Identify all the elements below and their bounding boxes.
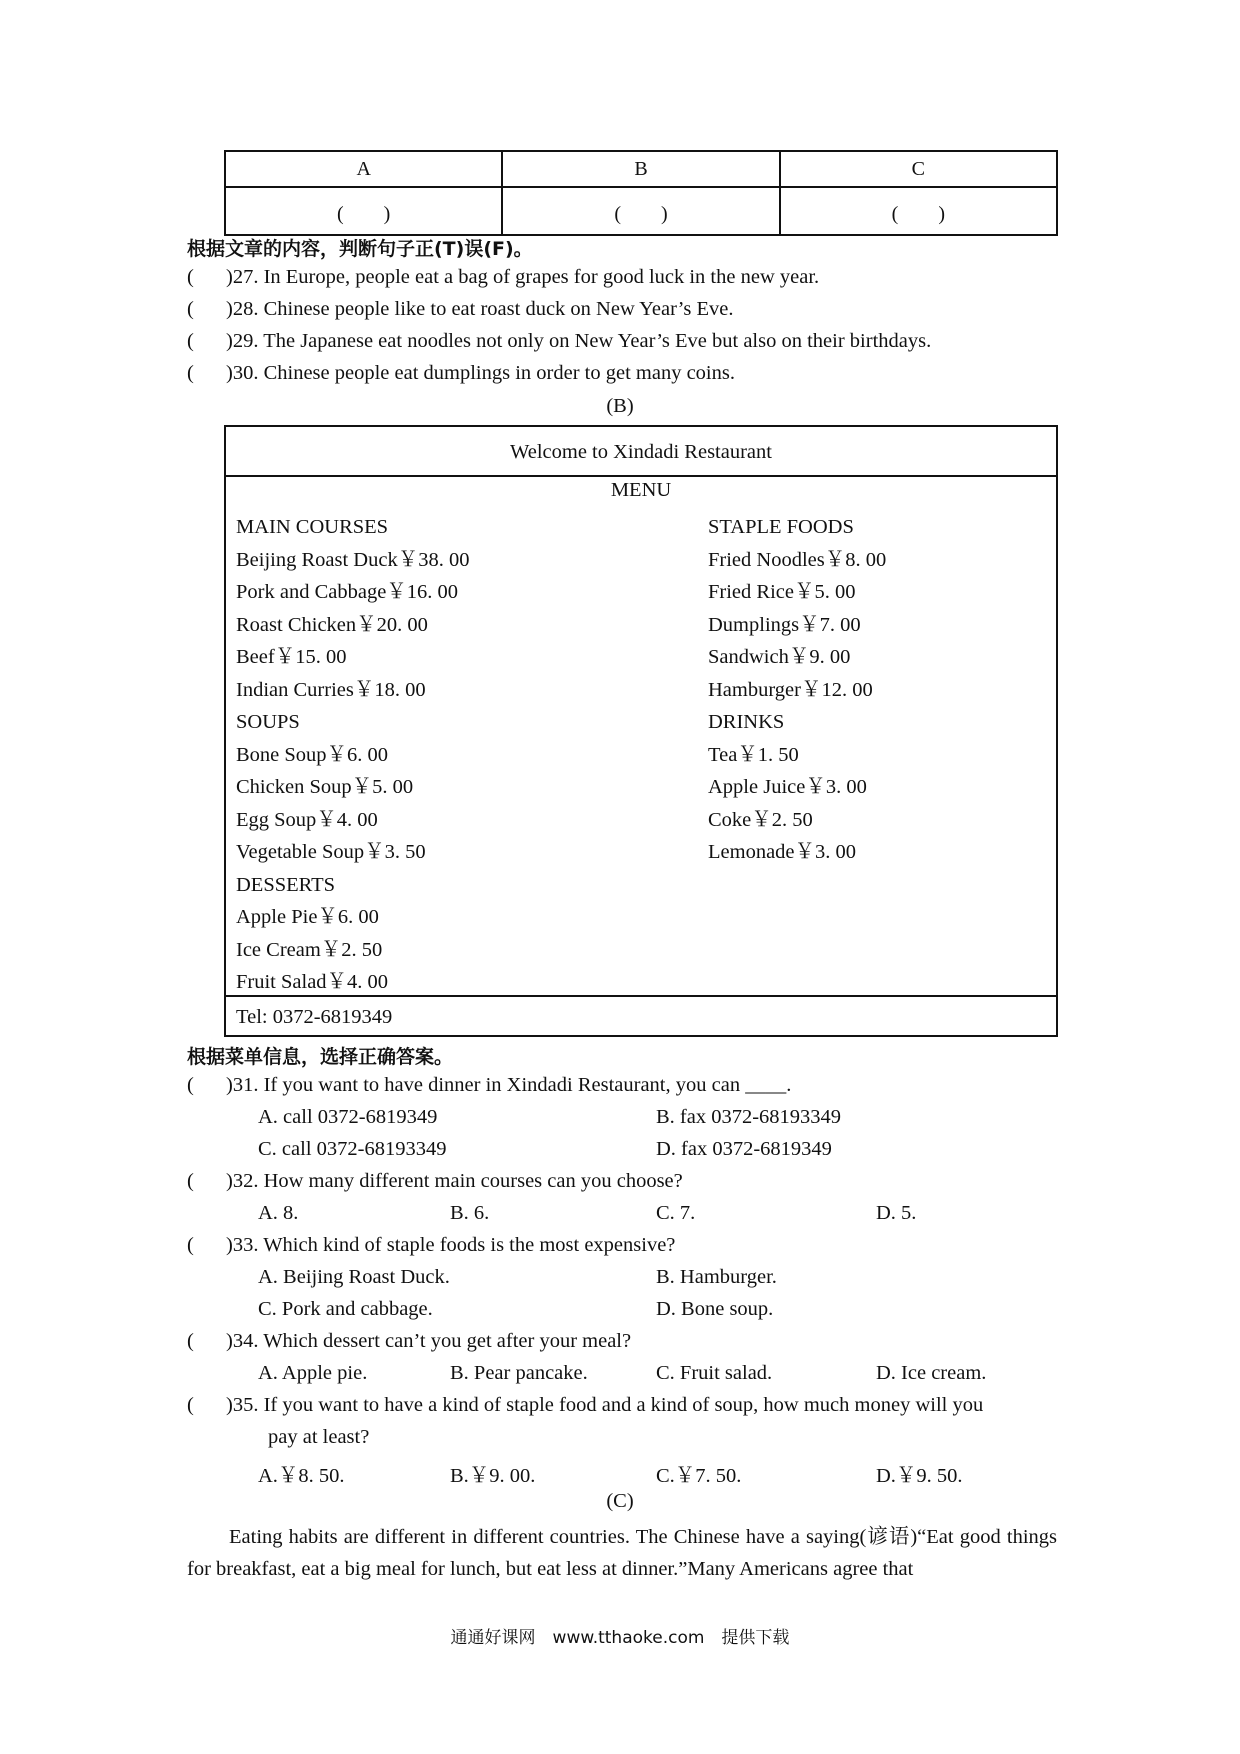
answer-blank-b: ( ): [502, 187, 779, 235]
option-c: C.￥7. 50.: [656, 1465, 742, 1487]
question-35-continuation: pay at least?: [268, 1426, 370, 1448]
page-footer: 通通好课网 www.tthaoke.com 提供下载: [450, 1628, 790, 1648]
question-paren: (: [187, 1074, 194, 1096]
menu-item: Vegetable Soup￥3. 50: [236, 841, 426, 863]
menu-item: Fruit Salad￥4. 00: [236, 971, 389, 993]
menu-item: Sandwich￥9. 00: [708, 646, 851, 668]
option-a: A. Beijing Roast Duck.: [258, 1266, 450, 1288]
menu-tel: Tel: 0372-6819349: [226, 995, 1056, 1037]
question-paren: (: [187, 1234, 194, 1256]
question-paren: (: [187, 1170, 194, 1192]
option-c: C. Pork and cabbage.: [258, 1298, 433, 1320]
menu-heading-desserts: DESSERTS: [236, 873, 336, 896]
menu-item: Roast Chicken￥20. 00: [236, 613, 428, 636]
answer-blank-c: ( ): [780, 187, 1057, 235]
menu-item: Fried Rice￥5. 00: [708, 581, 856, 603]
menu-item: Chicken Soup￥5. 00: [236, 776, 414, 798]
option-d: D. 5.: [876, 1202, 917, 1224]
option-a: A.￥8. 50.: [258, 1465, 345, 1487]
menu-heading-drinks: DRINKS: [708, 711, 785, 733]
answer-table: [224, 150, 1058, 236]
question-text: )30. Chinese people eat dumplings in order to get many coins.: [226, 362, 735, 384]
option-c: C. 7.: [656, 1202, 696, 1224]
option-a: A. 8.: [258, 1202, 299, 1224]
menu-item: Apple Pie￥6. 00: [236, 906, 379, 928]
option-b: B. 6.: [450, 1202, 490, 1224]
question-text: )34. Which dessert can’t you get after your meal?: [226, 1330, 632, 1352]
option-c: C. Fruit salad.: [656, 1362, 773, 1384]
section-c-paragraph: Eating habits are different in different countries. The Chinese have a saying(谚语)“Eat good things for breakfast, eat a big meal for lunch, but eat less at dinner.”Many Americans agree that: [187, 1526, 1057, 1580]
answer-header-a: A: [225, 151, 502, 187]
question-paren: (: [187, 362, 194, 384]
option-d: D.￥9. 50.: [876, 1465, 963, 1487]
menu-heading-main-courses: MAIN COURSES: [236, 516, 389, 538]
menu-heading-soups: SOUPS: [236, 711, 300, 733]
tf-instruction: 根据文章的内容，判断句子正(T)误(F)。: [187, 238, 533, 260]
option-d: D. fax 0372-6819349: [656, 1138, 832, 1160]
menu-title: MENU: [610, 479, 672, 501]
option-a: A. Apple pie.: [258, 1362, 368, 1384]
menu-item: Tea￥1. 50: [708, 743, 799, 766]
menu-item: Ice Cream￥2. 50: [236, 938, 383, 961]
menu-item: Beijing Roast Duck￥38. 00: [236, 548, 470, 571]
menu-item: Bone Soup￥6. 00: [236, 743, 389, 766]
menu-item: Hamburger￥12. 00: [708, 678, 873, 701]
question-paren: (: [187, 330, 194, 352]
menu-item: Indian Curries￥18. 00: [236, 678, 426, 701]
option-d: D. Ice cream.: [876, 1362, 987, 1384]
answer-blank-a: ( ): [225, 187, 502, 235]
menu-instruction: 根据菜单信息，选择正确答案。: [187, 1046, 454, 1068]
section-c-label: (C): [606, 1490, 634, 1512]
question-text: )28. Chinese people like to eat roast duck on New Year’s Eve.: [226, 298, 734, 320]
menu-item: Beef￥15. 00: [236, 646, 347, 668]
option-b: B. Hamburger.: [656, 1266, 777, 1288]
menu-heading-staple-foods: STAPLE FOODS: [708, 516, 854, 538]
menu-item: Coke￥2. 50: [708, 808, 813, 831]
answer-header-c: C: [780, 151, 1057, 187]
question-text: )31. If you want to have dinner in Xindadi Restaurant, you can ____.: [226, 1074, 792, 1096]
menu-item: Apple Juice￥3. 00: [708, 776, 867, 798]
question-text: )29. The Japanese eat noodles not only on New Year’s Eve but also on their birthdays.: [226, 330, 932, 352]
option-b: B.￥9. 00.: [450, 1465, 536, 1487]
section-b-label: (B): [606, 395, 634, 417]
menu-item: Egg Soup￥4. 00: [236, 808, 378, 831]
question-text: )32. How many different main courses can you choose?: [226, 1170, 683, 1192]
restaurant-menu: [224, 425, 1058, 1037]
menu-item: Lemonade￥3. 00: [708, 841, 857, 863]
question-paren: (: [187, 1330, 194, 1352]
menu-right-column: [708, 511, 886, 869]
question-paren: (: [187, 1394, 194, 1416]
question-paren: (: [187, 298, 194, 320]
option-c: C. call 0372-68193349: [258, 1138, 447, 1160]
menu-left-column: [236, 511, 469, 999]
question-paren: (: [187, 266, 194, 288]
option-d: D. Bone soup.: [656, 1298, 774, 1320]
option-a: A. call 0372-6819349: [258, 1106, 438, 1128]
question-text: )27. In Europe, people eat a bag of grapes for good luck in the new year.: [226, 266, 820, 288]
menu-item: Fried Noodles￥8. 00: [708, 548, 887, 571]
menu-item: Pork and Cabbage￥16. 00: [236, 581, 459, 603]
option-b: B. fax 0372-68193349: [656, 1106, 842, 1128]
menu-welcome: Welcome to Xindadi Restaurant: [226, 427, 1056, 477]
menu-item: Dumplings￥7. 00: [708, 613, 861, 636]
question-text: )35. If you want to have a kind of staple food and a kind of soup, how much money will you: [226, 1394, 984, 1416]
question-text: )33. Which kind of staple foods is the most expensive?: [226, 1234, 676, 1256]
option-b: B. Pear pancake.: [450, 1362, 588, 1384]
answer-header-b: B: [502, 151, 779, 187]
